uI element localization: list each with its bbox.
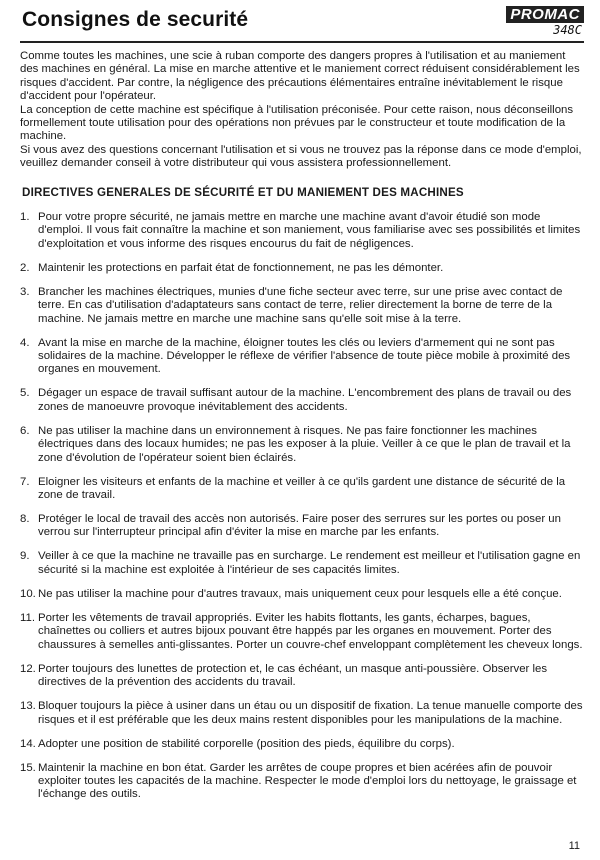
item-text: Dégager un espace de travail suffisant autour de la machine. L'encombrement des plans de travail ou des zones de manoeuvre provoque inévitablement des accidents. xyxy=(38,387,572,413)
item-text: Eloigner les visiteurs et enfants de la machine et veiller à ce qu'ils gardent une distance de sécurité de la zone de travail. xyxy=(38,475,566,502)
item-text: Ne pas utiliser la machine pour d'autres travaux, mais uniquement ceux pour lesquels elle a été conçue. xyxy=(38,587,562,600)
item-number: 5. xyxy=(20,387,30,400)
list-item xyxy=(20,476,586,503)
list-item xyxy=(20,387,586,414)
item-number: 7. xyxy=(20,475,30,488)
item-text: Protéger le local de travail des accès non autorisés. Faire poser des serrures sur les portes ou poser un verrou sur l'interrupteur principal afin d'éviter la mise en marche par les enfants. xyxy=(38,513,561,539)
item-number: 11. xyxy=(20,611,35,624)
item-number: 12. xyxy=(20,662,36,675)
item-number: 14. xyxy=(20,737,36,750)
item-text: Porter les vêtements de travail appropriés. Eviter les habits flottants, les gants, écharpes, bagues, chaînettes ou colliers et autres bijoux pouvant être happés par les organes en mouvement. Porter des chaussures à semelles anti-glissantes. Porter un couvre-chef enveloppant complètement les cheveux longs. xyxy=(38,611,583,651)
list-item xyxy=(20,663,586,690)
page-header xyxy=(22,6,584,40)
item-number: 2. xyxy=(20,261,30,274)
section-title: DIRECTIVES GENERALES DE SÉCURITÉ ET DU MANIEMENT DES MACHINES xyxy=(22,186,464,199)
list-item xyxy=(20,262,586,275)
item-number: 6. xyxy=(20,424,30,437)
intro-paragraph: Comme toutes les machines, une scie à ruban comporte des dangers propres à l'utilisation et au maniement des machines en général. La mise en marche attentive et le maniement correct réduisent considérablement les risques d'accident. Par contre, la négligence des précautions élémentaires entraîne inévitablement le risque d'accident pour l'opérateur. xyxy=(20,50,580,103)
item-number: 15. xyxy=(20,761,36,774)
promac-logo xyxy=(510,6,584,40)
intro-paragraph: La conception de cette machine est spécifique à l'utilisation préconisée. Pour cette raison, nous déconseillons formellement toute utilisation pour des opérations non prévues par le constructeur et toute modification de la machine. xyxy=(20,103,574,143)
list-item xyxy=(20,700,586,727)
item-text: Brancher les machines électriques, munies d'une fiche secteur avec terre, sur une prise avec contact de terre. En cas d'utilisation d'adaptateurs sans contact de terre, relier directement la borne de terre de la machine. Ne jamais mettre en marche une machine sans qu'elle soit mise à la terre. xyxy=(38,285,563,325)
item-number: 13. xyxy=(20,700,36,713)
logo-brand-pro: PRO xyxy=(510,6,545,23)
list-item xyxy=(20,211,586,251)
item-text: Porter toujours des lunettes de protection et, le cas échéant, un masque anti-poussière. Observer les directives de la prévention des accidents du travail. xyxy=(38,662,548,689)
item-text: Maintenir la machine en bon état. Garder les arrêtes de coupe propres et bien acérées afin de pouvoir exploiter toutes les capacités de la machine. Respecter le mode d'emploi lors du nettoyage, le graissage et l'échange des outils. xyxy=(38,761,577,801)
item-text: Avant la mise en marche de la machine, éloigner toutes les clés ou leviers d'armement qui ne sont pas solidaires de la machine. Développer le réflexe de vérifier l'absence de toute pièce mobile à proximité des organes en mouvement. xyxy=(38,336,571,376)
item-text: Ne pas utiliser la machine dans un environnement à risques. Ne pas faire fonctionner les machines électriques dans des locaux humides; ne pas les exposer à la pluie. Veiller à ce que le plan de travail et la zone d'évolution de l'opérateur soient bien éclairés. xyxy=(38,424,571,464)
item-text: Adopter une position de stabilité corporelle (position des pieds, équilibre du corps). xyxy=(38,737,455,750)
list-item xyxy=(20,738,586,751)
intro-paragraph: Si vous avez des questions concernant l'utilisation et si vous ne trouvez pas la réponse dans ce mode d'emploi, veuillez demander conseil à votre distributeur qui vous assistera professionnellement. xyxy=(20,143,582,170)
item-number: 4. xyxy=(20,336,30,349)
list-item xyxy=(20,550,586,577)
item-text: Veiller à ce que la machine ne travaille pas en surcharge. Le rendement est meilleur et l'utilisation gagne en sécurité si la machine est exploitée à l'intérieur de ses capacités limites. xyxy=(38,550,581,576)
item-number: 8. xyxy=(20,513,30,526)
list-item xyxy=(20,588,586,601)
list-item xyxy=(20,612,586,652)
logo-brand xyxy=(506,6,584,23)
list-item xyxy=(20,286,586,326)
logo-brand-mac: MAC xyxy=(544,6,580,23)
header-rule xyxy=(20,41,584,43)
intro-text xyxy=(20,50,586,171)
page-number: 11 xyxy=(568,840,580,852)
list-item xyxy=(20,513,586,540)
page-title: Consignes de securité xyxy=(22,8,249,31)
item-text: Bloquer toujours la pièce à usiner dans un étau ou un dispositif de fixation. La tenue manuelle comporte des risques et il est préférable que les deux mains restent disponibles pour les manipulations de la machine. xyxy=(38,700,583,726)
item-number: 9. xyxy=(20,550,30,563)
list-item xyxy=(20,425,586,465)
item-number: 3. xyxy=(20,285,30,298)
item-number: 10. xyxy=(20,587,36,600)
logo-model: 348C xyxy=(553,23,582,37)
safety-directives-list xyxy=(20,211,586,812)
item-number: 1. xyxy=(20,211,30,223)
list-item xyxy=(20,337,586,377)
list-item xyxy=(20,762,586,802)
item-text: Maintenir les protections en parfait état de fonctionnement, ne pas les démonter. xyxy=(38,261,444,274)
item-text: Pour votre propre sécurité, ne jamais mettre en marche une machine avant d'avoir étudié son mode d'emploi. Il vous fait connaître la machine et son maniement, vous familiarise avec ses possibilités et limites d'exploitation et vous informe des risques encourus du fait de négligences. xyxy=(38,211,581,250)
